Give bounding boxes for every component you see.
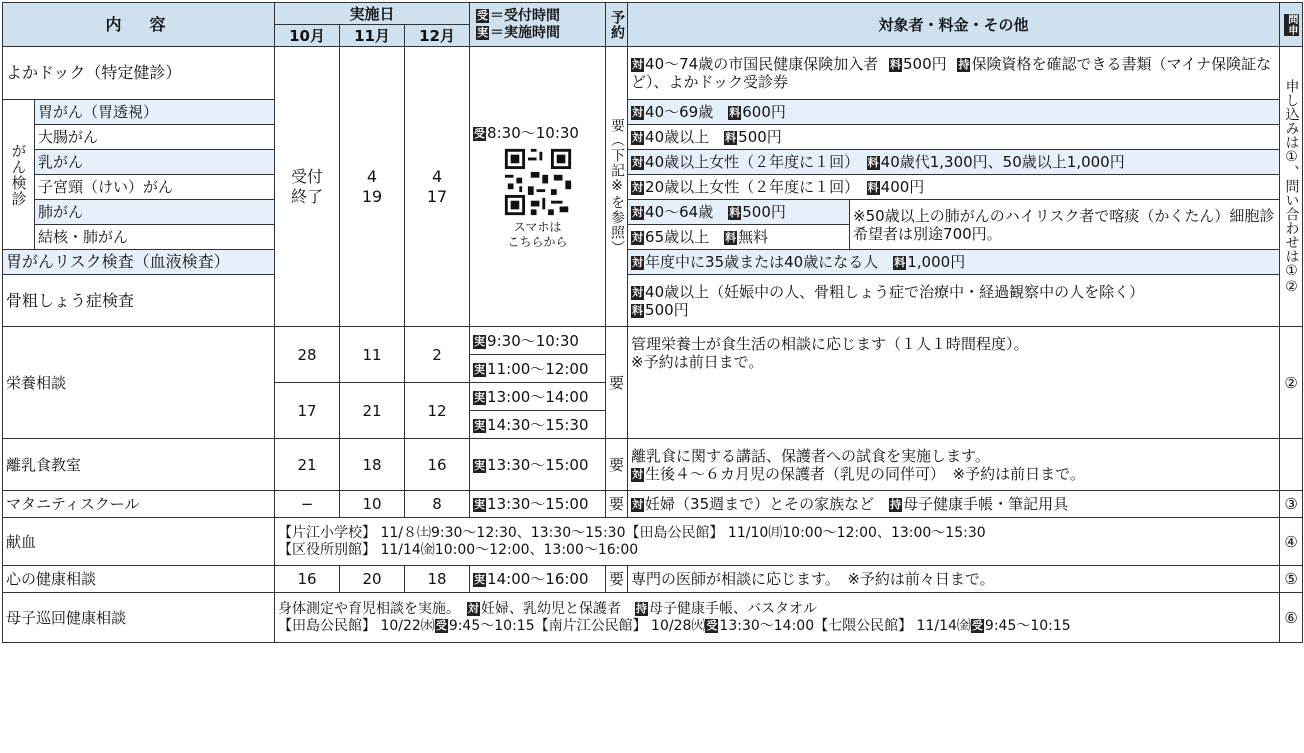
row-name: 胃がん（胃透視）: [35, 100, 275, 125]
month-dec: 12月: [405, 25, 470, 47]
table-row: [3, 439, 1303, 491]
table-row: [3, 47, 1303, 100]
table-row: [3, 175, 1303, 200]
weaning-name: 離乳食教室: [3, 439, 275, 491]
checkup-reserve: 要（下記※を参照）: [606, 47, 628, 327]
table-row: [3, 491, 1303, 518]
row-name: 大腸がん: [35, 125, 275, 150]
time-cell: 実 13:30〜15:00: [470, 491, 606, 518]
table-row: [3, 275, 1303, 327]
reserve-cell: 要: [606, 566, 628, 593]
date-cell: 2: [405, 327, 470, 383]
time-cell: 実 14:30〜15:30: [470, 411, 606, 439]
date-cell: 18: [340, 439, 405, 491]
date-cell: 16: [405, 439, 470, 491]
blood-info: 【片江小学校】 11/８㈯9:30〜12:30、13:30〜15:30【田島公民館】 11/10㈪10:00〜12:00、13:00〜15:30 【区役所別館】 11/14㈮10:00〜12:00、13:00〜16:00: [275, 518, 1280, 566]
row-name: 胃がんリスク検査（血液検査）: [3, 250, 275, 275]
fee-icon: 料: [890, 58, 902, 71]
qr-code-icon[interactable]: [492, 146, 584, 218]
maternity-info: 対 妊婦（35週まで）とその家族など 持 母子健康手帳・筆記用具: [628, 491, 1280, 518]
target-icon: 対: [468, 601, 480, 615]
lung-note: ※50歳以上の肺がんのハイリスク者で喀痰（かくたん）細胞診希望者は別途700円。: [850, 200, 1280, 250]
reserve-cell: 要: [606, 439, 628, 491]
row-name: 子宮頸（けい）がん: [35, 175, 275, 200]
fee-icon: 料: [729, 206, 741, 219]
fee-icon: 料: [729, 106, 741, 119]
row-info: 対 65歳以上 料 無料: [628, 225, 850, 250]
fee-icon: 料: [632, 303, 644, 317]
receive-icon: 受: [435, 618, 447, 632]
held-icon: 実: [474, 362, 486, 376]
row-info: 対 40〜64歳 料 500円: [628, 200, 850, 225]
target-icon: 対: [632, 156, 644, 169]
header-reserve: 予約: [606, 3, 628, 47]
nutrition-info: 管理栄養士が食生活の相談に応じます（１人１時間程度）。 ※予約は前日まで。: [628, 327, 1280, 439]
target-icon: 対: [632, 181, 644, 194]
date-cell: 16: [275, 566, 340, 593]
table-row: [3, 100, 1303, 125]
table-row: [3, 150, 1303, 175]
bring-icon: 持: [636, 601, 648, 615]
nov-dates: 4 19: [340, 47, 405, 327]
contact-icon: 問申: [1285, 13, 1297, 36]
row-info: 対 年度中に35歳または40歳になる人 料 1,000円: [628, 250, 1280, 275]
date-cell: 11: [340, 327, 405, 383]
row-info: 対 40歳以上 料 500円: [628, 125, 1280, 150]
row-info: 対 40歳以上女性（２年度に１回） 料 40歳代1,300円、50歳以上1,000円: [628, 150, 1280, 175]
row-name: 骨粗しょう症検査: [3, 275, 275, 327]
qr-caption: スマホは こちらから: [507, 219, 568, 249]
health-schedule-table: [2, 2, 1303, 643]
receive-icon: 受: [474, 126, 486, 140]
date-cell: 17: [275, 383, 340, 439]
target-icon: 対: [632, 467, 644, 481]
weaning-info: 離乳食に関する講話、保護者への試食を実施します。 対 生後４〜６カ月児の保護者（乳児の同伴可） ※予約は前日まで。: [628, 439, 1280, 491]
row-info: 対 40〜69歳 料 600円: [628, 100, 1280, 125]
header-content: 内 容: [3, 3, 275, 47]
contact-cell: [1280, 439, 1303, 491]
reserve-cell: 要: [606, 491, 628, 518]
checkup-time: 受 8:30〜10:30 スマホは こちらから: [470, 47, 606, 327]
contact-cell: ③: [1280, 491, 1303, 518]
checkup-contact: 申し込みは①、問い合わせは①②: [1280, 47, 1303, 327]
row-name: よかドック（特定健診）: [3, 47, 275, 100]
reserve-cell: 要: [606, 327, 628, 439]
fee-icon: 料: [894, 256, 906, 269]
held-icon: 実: [477, 25, 489, 39]
bring-icon: 持: [890, 498, 902, 511]
table-row: [3, 593, 1303, 643]
table-row: [3, 566, 1303, 593]
contact-cell: ②: [1280, 327, 1303, 439]
held-icon: 実: [474, 458, 486, 472]
table-row: [3, 200, 1303, 225]
fee-icon: 料: [867, 181, 879, 194]
target-icon: 対: [632, 58, 644, 71]
contact-cell: ⑥: [1280, 593, 1303, 643]
held-icon: 実: [474, 390, 486, 404]
date-cell: 8: [405, 491, 470, 518]
date-cell: 21: [340, 383, 405, 439]
held-icon: 実: [474, 573, 486, 586]
table-row: [3, 125, 1303, 150]
row-info: 対 40〜74歳の市国民健康保険加入者 料 500円 持 保険資格を確認できる書類（マイナ保険証など）、よかドック受診券: [628, 47, 1280, 100]
header-dates: 実施日: [275, 3, 470, 25]
receive-icon: 受: [706, 618, 718, 632]
time-cell: 実 11:00〜12:00: [470, 355, 606, 383]
mental-name: 心の健康相談: [3, 566, 275, 593]
receive-icon: 受: [477, 9, 489, 23]
maternal-name: 母子巡回健康相談: [3, 593, 275, 643]
contact-cell: ⑤: [1280, 566, 1303, 593]
date-cell: 12: [405, 383, 470, 439]
header-target: 対象者・料金・その他: [628, 3, 1280, 47]
month-oct: 10月: [275, 25, 340, 47]
mental-info: 専門の医師が相談に応じます。 ※予約は前々日まで。: [628, 566, 1280, 593]
receive-icon: 受: [971, 618, 983, 632]
fee-icon: 料: [725, 131, 737, 144]
month-nov: 11月: [340, 25, 405, 47]
target-icon: 対: [632, 231, 644, 244]
row-name: 乳がん: [35, 150, 275, 175]
date-cell: −: [275, 491, 340, 518]
fee-icon: 料: [867, 156, 879, 169]
table-row: [3, 250, 1303, 275]
time-cell: 実 9:30〜10:30: [470, 327, 606, 355]
row-name: 結核・肺がん: [35, 225, 275, 250]
maternity-name: マタニティスクール: [3, 491, 275, 518]
blood-name: 献血: [3, 518, 275, 566]
contact-cell: ④: [1280, 518, 1303, 566]
date-cell: 10: [340, 491, 405, 518]
held-icon: 実: [474, 418, 486, 432]
date-cell: 28: [275, 327, 340, 383]
table-row: [3, 327, 1303, 355]
maternal-info: 身体測定や育児相談を実施。 対 妊婦、乳幼児と保護者 持 母子健康手帳、バスタオル 【田島公民館】 10/22㈬受 9:45〜10:15【南片江公民館】 10/28㈫受 13:30〜14:00【七隈公民館】 11/14㈮受 9:45〜10:15: [275, 593, 1280, 643]
target-icon: 対: [632, 256, 644, 269]
fee-icon: 料: [725, 231, 737, 244]
date-cell: 20: [340, 566, 405, 593]
header-contact: [1280, 3, 1303, 47]
target-icon: 対: [632, 206, 644, 219]
target-icon: 対: [632, 131, 644, 144]
held-icon: 実: [474, 498, 486, 511]
held-icon: 実: [474, 334, 486, 348]
target-icon: 対: [632, 106, 644, 119]
dec-dates: 4 17: [405, 47, 470, 327]
target-icon: 対: [632, 285, 644, 299]
row-info: 対 40歳以上（妊娠中の人、骨粗しょう症で治療中・経過観察中の人を除く） 料 500円: [628, 275, 1280, 327]
time-cell: 実 14:00〜16:00: [470, 566, 606, 593]
date-cell: 21: [275, 439, 340, 491]
time-cell: 実 13:30〜15:00: [470, 439, 606, 491]
nutrition-name: 栄養相談: [3, 327, 275, 439]
time-cell: 実 13:00〜14:00: [470, 383, 606, 411]
header-times: 受 ＝受付時間 実 ＝実施時間: [470, 3, 606, 47]
row-name: 肺がん: [35, 200, 275, 225]
date-cell: 18: [405, 566, 470, 593]
cancer-group-label: がん検診: [3, 100, 35, 250]
oct-dates: 受付 終了: [275, 47, 340, 327]
table-row: [3, 518, 1303, 566]
target-icon: 対: [632, 498, 644, 511]
bring-icon: 持: [958, 58, 970, 71]
row-info: 対 20歳以上女性（２年度に１回） 料 400円: [628, 175, 1280, 200]
